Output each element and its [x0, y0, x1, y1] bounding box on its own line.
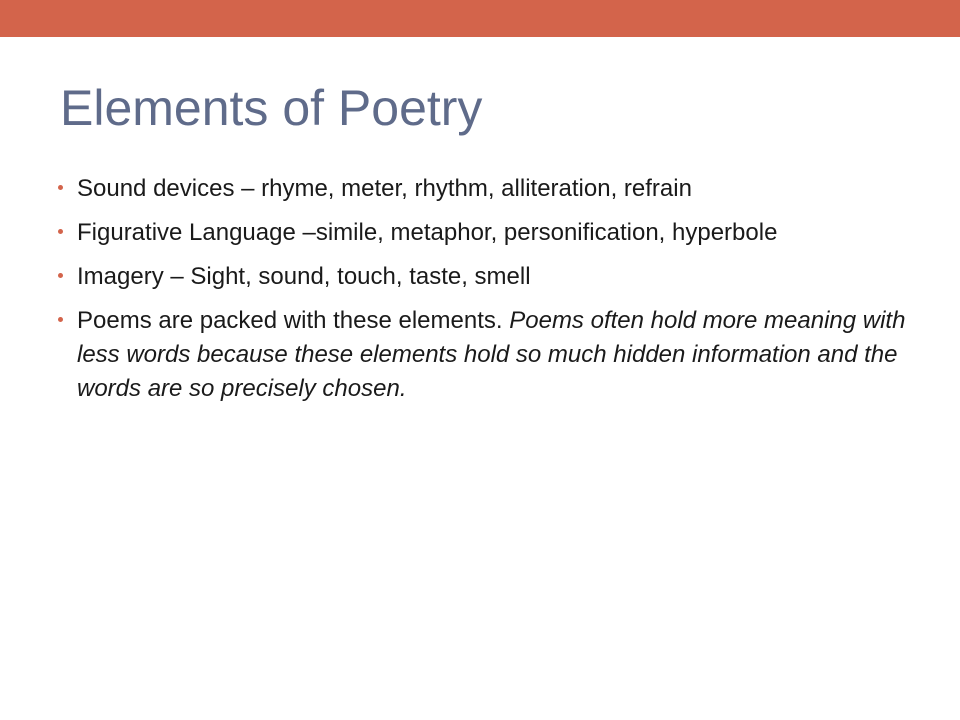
- bullet-item-figurative-language: [58, 216, 908, 250]
- top-accent-bar: [0, 0, 960, 37]
- bullet-text-emphasis: Poems often hold more meaning with less words because these elements hold so much hidden information and the words are so precisely chosen.: [77, 307, 906, 402]
- bullet-dot-icon: [58, 273, 63, 278]
- bullet-text: Figurative Language –simile, metaphor, personification, hyperbole: [77, 219, 778, 246]
- bullet-text: Imagery – Sight, sound, touch, taste, smell: [77, 263, 531, 290]
- bullet-dot-icon: [58, 229, 63, 234]
- bullet-text-composite: [77, 304, 908, 406]
- bullet-dot-icon: [58, 317, 63, 322]
- slide-title: Elements of Poetry: [60, 80, 483, 136]
- bullet-item-poems-packed: [58, 304, 908, 406]
- bullet-item-sound-devices: [58, 172, 908, 206]
- bullet-text: Sound devices – rhyme, meter, rhythm, alliteration, refrain: [77, 175, 692, 202]
- bullet-list: [58, 172, 908, 416]
- bullet-item-imagery: [58, 260, 908, 294]
- bullet-text-plain: Poems are packed with these elements.: [77, 307, 510, 334]
- bullet-dot-icon: [58, 185, 63, 190]
